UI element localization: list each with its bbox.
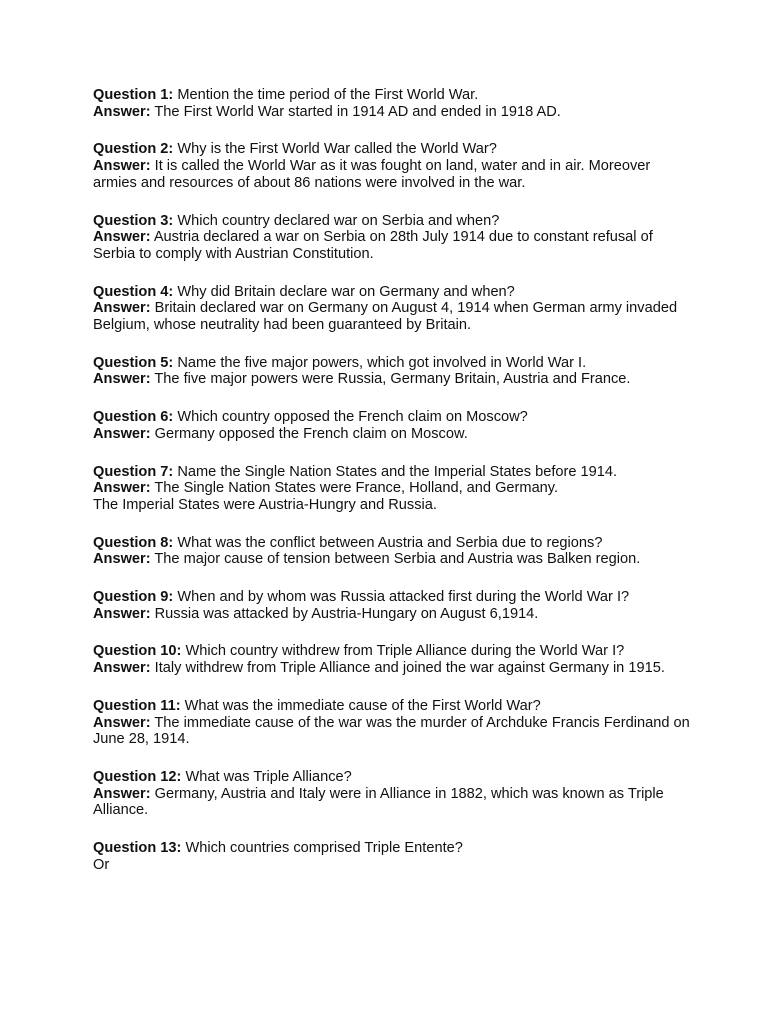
question-text: Name the Single Nation States and the Imperial States before 1914. bbox=[177, 463, 618, 480]
qa-item-11 bbox=[93, 698, 693, 748]
answer-line bbox=[93, 300, 693, 333]
qa-item-10 bbox=[93, 643, 693, 676]
answer-label: Answer: bbox=[93, 480, 151, 497]
answer-text: Germany, Austria and Italy were in Alliance in 1882, which was known as Triple Alliance. bbox=[93, 785, 664, 819]
answer-continuation: The Imperial States were Austria-Hungry and Russia. bbox=[93, 496, 437, 513]
question-label: Question 3: bbox=[93, 212, 174, 229]
answer-label: Answer: bbox=[93, 660, 151, 677]
answer-line bbox=[93, 786, 693, 819]
question-text: What was the conflict between Austria and Serbia due to regions? bbox=[177, 534, 603, 551]
question-text: Name the five major powers, which got involved in World War I. bbox=[177, 354, 587, 371]
question-text: Which country withdrew from Triple Alliance during the World War I? bbox=[185, 643, 625, 660]
question-line bbox=[93, 355, 693, 372]
question-line bbox=[93, 769, 693, 786]
answer-text: Russia was attacked by Austria-Hungary on August 6,1914. bbox=[154, 605, 539, 622]
answer-text: It is called the World War as it was fought on land, water and in air. Moreover armies and resources of about 86 nations were involved in the war. bbox=[93, 158, 651, 191]
question-label: Question 6: bbox=[93, 409, 174, 426]
answer-line bbox=[93, 158, 693, 191]
question-label: Question 13: bbox=[93, 840, 182, 857]
qa-item-3 bbox=[93, 213, 693, 263]
question-text: Which countries comprised Triple Entente? bbox=[185, 840, 463, 857]
question-text: Mention the time period of the First World War. bbox=[177, 87, 479, 103]
question-label: Question 5: bbox=[93, 354, 174, 371]
question-label: Question 10: bbox=[93, 643, 182, 660]
question-line bbox=[93, 589, 693, 606]
answer-line bbox=[93, 371, 693, 388]
answer-text: The Single Nation States were France, Holland, and Germany. bbox=[154, 480, 559, 497]
answer-line bbox=[93, 480, 693, 497]
answer-label: Answer: bbox=[93, 785, 151, 802]
qa-item-12 bbox=[93, 769, 693, 819]
question-label: Question 11: bbox=[93, 697, 181, 714]
qa-item-6 bbox=[93, 409, 693, 442]
question-line bbox=[93, 213, 693, 230]
question-label: Question 8: bbox=[93, 534, 174, 551]
question-line bbox=[93, 87, 693, 104]
answer-text: The First World War started in 1914 AD and ended in 1918 AD. bbox=[154, 103, 561, 120]
question-label: Question 1: bbox=[93, 87, 174, 103]
answer-line bbox=[93, 104, 693, 121]
question-label: Question 2: bbox=[93, 141, 174, 158]
qa-item-8 bbox=[93, 535, 693, 568]
question-label: Question 9: bbox=[93, 589, 174, 606]
question-text: When and by whom was Russia attacked first during the World War I? bbox=[177, 589, 630, 606]
answer-line bbox=[93, 426, 693, 443]
question-line bbox=[93, 698, 693, 715]
or-text: Or bbox=[93, 856, 110, 873]
answer-line bbox=[93, 606, 693, 623]
answer-text: The major cause of tension between Serbia and Austria was Balken region. bbox=[154, 551, 641, 568]
question-line bbox=[93, 464, 693, 481]
qa-item-4 bbox=[93, 284, 693, 334]
question-label: Question 4: bbox=[93, 283, 174, 300]
answer-text: Britain declared war on Germany on August 4, 1914 when German army invaded Belgium, whose neutrality had been guaranteed by Britain. bbox=[93, 300, 678, 334]
answer-line bbox=[93, 229, 693, 262]
question-label: Question 7: bbox=[93, 463, 174, 480]
qa-item-7 bbox=[93, 464, 693, 514]
question-line bbox=[93, 409, 693, 426]
document-page bbox=[93, 87, 693, 895]
answer-label: Answer: bbox=[93, 229, 151, 246]
answer-label: Answer: bbox=[93, 714, 151, 731]
question-text: What was the immediate cause of the First World War? bbox=[184, 697, 541, 714]
question-text: Which country declared war on Serbia and when? bbox=[177, 212, 500, 229]
question-text: What was Triple Alliance? bbox=[185, 768, 352, 785]
answer-line bbox=[93, 660, 693, 677]
answer-text: Austria declared a war on Serbia on 28th July 1914 due to constant refusal of Serbia to comply with Austrian Constitution. bbox=[93, 229, 653, 262]
question-line bbox=[93, 141, 693, 158]
question-text: Why did Britain declare war on Germany and when? bbox=[177, 283, 515, 300]
qa-item-1 bbox=[93, 87, 693, 120]
answer-text: Germany opposed the French claim on Moscow. bbox=[154, 425, 468, 442]
qa-item-9 bbox=[93, 589, 693, 622]
qa-item-13 bbox=[93, 840, 693, 873]
qa-item-5 bbox=[93, 355, 693, 388]
answer-line bbox=[93, 715, 693, 748]
answer-label: Answer: bbox=[93, 371, 151, 388]
answer-label: Answer: bbox=[93, 551, 151, 568]
question-label: Question 12: bbox=[93, 768, 182, 785]
answer-text: The immediate cause of the war was the murder of Archduke Francis Ferdinand on June 28, 1914. bbox=[93, 714, 690, 748]
question-line bbox=[93, 284, 693, 301]
answer-label: Answer: bbox=[93, 158, 151, 175]
question-line bbox=[93, 643, 693, 660]
answer-label: Answer: bbox=[93, 300, 151, 317]
answer-text: Italy withdrew from Triple Alliance and joined the war against Germany in 1915. bbox=[154, 660, 665, 677]
answer-label: Answer: bbox=[93, 605, 151, 622]
answer-label: Answer: bbox=[93, 425, 151, 442]
answer-label: Answer: bbox=[93, 103, 151, 120]
question-line bbox=[93, 535, 693, 552]
question-text: Which country opposed the French claim on Moscow? bbox=[177, 409, 528, 426]
qa-item-2 bbox=[93, 141, 693, 191]
answer-line bbox=[93, 551, 693, 568]
question-text: Why is the First World War called the World War? bbox=[177, 141, 497, 158]
answer-text: The five major powers were Russia, Germany Britain, Austria and France. bbox=[154, 371, 631, 388]
question-line bbox=[93, 840, 693, 857]
